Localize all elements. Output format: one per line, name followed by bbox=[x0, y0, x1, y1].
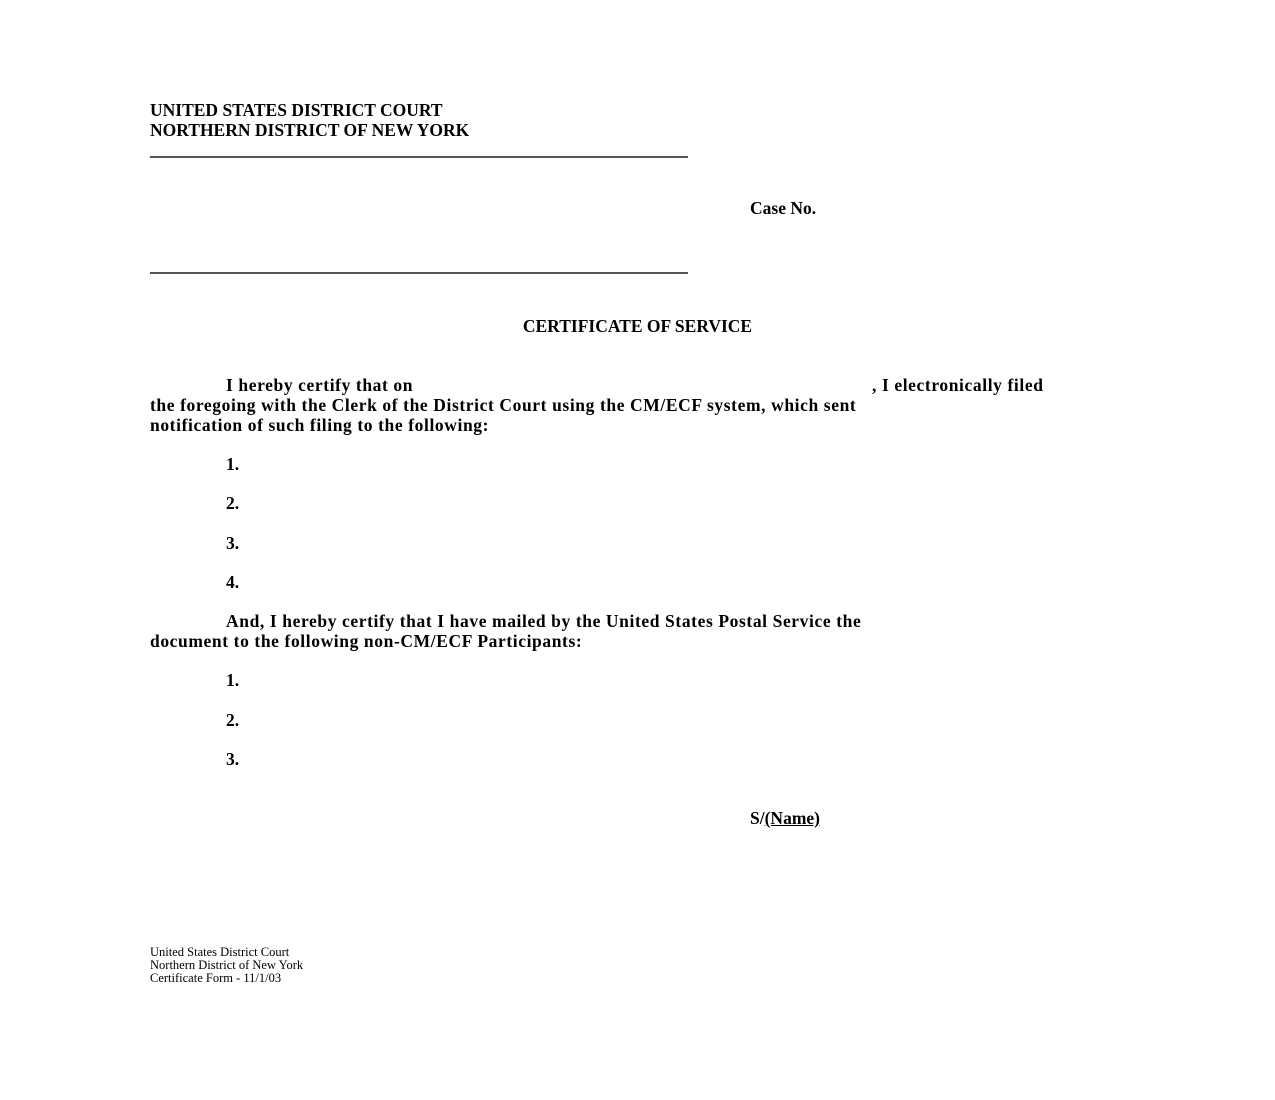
district-name: NORTHERN DISTRICT OF NEW YORK bbox=[150, 120, 470, 140]
para2-line1: And, I hereby certify that I have mailed by the United States Postal Service the bbox=[226, 611, 862, 631]
document-title: CERTIFICATE OF SERVICE bbox=[522, 316, 753, 336]
para1-end: , I electronically filed bbox=[872, 375, 1044, 395]
court-name: UNITED STATES DISTRICT COURT bbox=[150, 100, 443, 120]
list-item: 1. bbox=[226, 670, 240, 690]
case-number-label: Case No. bbox=[750, 198, 817, 218]
footer-line: Certificate Form - 11/1/03 bbox=[150, 971, 282, 985]
list-item: 1. bbox=[226, 454, 240, 474]
para1-start: I hereby certify that on bbox=[226, 375, 414, 395]
list-item: 3. bbox=[226, 533, 240, 553]
divider-top bbox=[150, 156, 688, 158]
footer-line: United States District Court bbox=[150, 945, 290, 959]
para1-line3: notification of such filing to the following: bbox=[150, 415, 490, 435]
para1-line2: the foregoing with the Clerk of the District Court using the CM/ECF system, which sent bbox=[150, 395, 857, 415]
list-item: 2. bbox=[226, 493, 240, 513]
signature-name: (Name) bbox=[764, 808, 820, 828]
list-item: 4. bbox=[226, 572, 240, 592]
signature-prefix: S/ bbox=[750, 808, 765, 828]
signature-line bbox=[750, 808, 820, 828]
footer-line: Northern District of New York bbox=[150, 958, 304, 972]
para2-line2: document to the following non-CM/ECF Participants: bbox=[150, 631, 583, 651]
divider-bottom bbox=[150, 272, 688, 274]
list-item: 2. bbox=[226, 710, 240, 730]
list-item: 3. bbox=[226, 749, 240, 769]
